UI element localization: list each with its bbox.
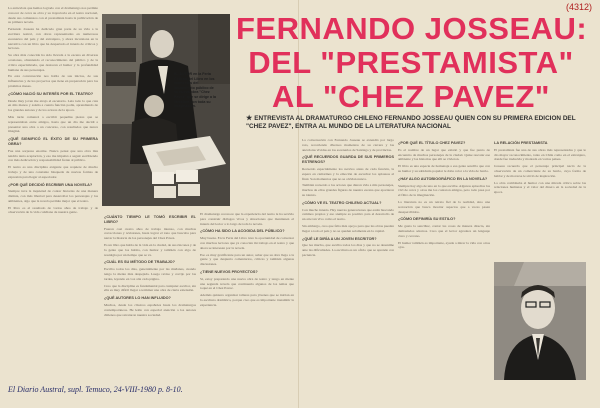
handwritten-source-note: El Diario Austral, supl. Temuco, 24-VIII-1980 p. 8-10. (8, 385, 183, 394)
article-subhead (246, 115, 582, 132)
body-column-5: ¿POR QUÉ EL TÍTULO CHEZ PAVEZ? Es el nombre de un lugar que existió y que fue punto de encuentro de muchos personajes de la ciudad. Quise rescatar ese ambiente y las historias que allí se vivieron. El libro es una especie de homenaje a esa gente sencilla que con su humor y su sabiduría popular le daba color a la vida de barrio. ¿HAY ALGO AUTOBIOGRÁFICO EN LA NOVELA? Siempre hay algo de uno en lo que escribe. Algunos episodios los viví de cerca y otros me los contaron amigos, pero todo pasa por el filtro de la imaginación. La literatura no es un retrato fiel de la realidad, sino una recreación que busca mostrar aspectos que a veces pasan desapercibidos. ¿CÓMO DEFINIRÍA SU ESTILO? Me gusta la sencillez, contar las cosas de manera directa, sin demasiados adornos. Creo que el lector agradece un lenguaje claro y cercano. El humor también es importante, ayuda a mirar la vida con otros ojos. (398, 141, 490, 250)
headline-line-3: AL "CHEZ PAVEZ" (271, 79, 551, 114)
author-portrait-photo (494, 262, 586, 380)
subhead-text: ENTREVISTA AL DRAMATURGO CHILENO FERNANDO JOSSEAU QUIEN CON SU PRIMERA EDICION DEL "CHEZ PAVEZ", ENTRA AL MUNDO DE LA LITERATURA NACIONAL (246, 115, 576, 131)
body-column-3: El dramaturgo reconoce que la experiencia del teatro le ha servido para construir diálogos vivos y situaciones que mantienen el interés del lector a lo largo de toda la novela. ¿CÓMO HA SIDO LA ACOGIDA DEL PÚBLICO? Muy buena. En la Feria del Libro tuve la oportunidad de conversar con muchos lectores que ya conocían mi trabajo en el teatro y que ahora se interesan por la novela. Eso es muy gratificante para un autor, saber que su obra llega a la gente y que despierta comentarios, críticas y también algunas discusiones. ¿TIENE NUEVOS PROYECTOS? Sí, estoy preparando una nueva obra de teatro y tengo en mente una segunda novela que continuaría algunos de los temas que toqué en el Chez Pavez. Además quisiera organizar talleres para jóvenes que se inician en la escritura dramática, porque creo que es importante transmitir la experiencia. (200, 212, 294, 307)
headline-line-1: FERNANDO JOSSEAU: (236, 11, 588, 46)
body-column-4: La conversación con Fernando Josseau se extendió por largo rato, recorriendo diversos momentos de su carrera y las anécdotas vividas en los escenarios de Santiago y de provincias. ¿QUÉ RECUERDOS GUARDA DE SUS PRIMEROS ESTRENOS? Recuerdo especialmente los nervios antes de cada función, la espera en camarines y la emoción de escuchar los aplausos al final. Son momentos que no se olvidan nunca. También recuerdo a los actores que dieron vida a mis personajes, muchos de ellos grandes figuras de nuestra escena que aportaron su talento. ¿CÓMO VE EL TEATRO CHILENO ACTUAL? Con mucho interés. Hay nuevas generaciones que están buscando caminos propios y eso siempre es positivo para el desarrollo de un arte tan vivo como el teatro. Sin embargo, creo que falta más apoyo para que las obras puedan llegar a todo el país y no se queden solamente en la capital. ¿QUÉ LE DIRÍA A UN JOVEN ESCRITOR? Que lea mucho, que escriba todos los días y que no se desanime ante las dificultades. La escritura es un oficio que se aprende con paciencia. (302, 138, 394, 257)
body-column-2: ¿CUÁNTO TIEMPO LE TOMÓ ESCRIBIR EL LIBRO? Fueron casi cuatro años de trabajo intenso, con muchas correcciones y revisiones, hasta lograr el tono que buscaba para narrar la historia de los personajes del Chez Pavez. Es un libro que habla de la vida en la ciudad, de sus rincones y de la gente que los habita, con humor y también con algo de nostalgia por un tiempo que se va. ¿CUÁL ES SU MÉTODO DE TRABAJO? Escribo todos los días, generalmente por las mañanas, cuando tengo la mente más despejada. Luego reviso y corrijo por las tardes, leyendo en voz alta cada página. Creo que la disciplina es fundamental para cualquier escritor, sin ella es muy difícil llegar a terminar una obra de cierta extensión. ¿QUÉ AUTORES LO HAN INFLUIDO? Muchos, desde los clásicos españoles hasta los dramaturgos contemporáneos. He leído con especial atención a los autores chilenos que retrataron nuestra sociedad. (104, 215, 196, 317)
author-signing-photo-image (102, 14, 230, 206)
body-column-6: LA RELACIÓN PRESTAMISTA El prestamista fue una de sus obras más representadas y que le dio mayor reconocimiento, tanto en Chile como en el extranjero, donde fue traducida y montada en varios países. Josseau recuerda que el personaje principal nació de la observación de un comerciante de su barrio, cuya forma de hablar y de moverse le sirvió de inspiración. La obra combinaba el humor con una mirada crítica sobre las relaciones humanas y el valor del dinero en la sociedad de la época. (494, 141, 586, 195)
headline-line-2: DEL "PRESTAMISTA" (248, 45, 574, 80)
photo-caption: EL AUTOR en la Feria Chilena del Libro en los momentos del lanzamiento público de su nueva obra "Chez Pavez" que se dirige a la literatura con toda su imaginación. (174, 72, 217, 109)
article-headline (236, 12, 586, 114)
body-column-1: La entrevista que hemos logrado con el dramaturgo nos permite conocer de cerca su obra y su trayectoria en el teatro nacional, desde sus comienzos con el prestamista hasta la publicación de su primera novela. Fernando Josseau ha dedicado gran parte de su vida a la escritura teatral, con obras representadas en numerosos escenarios del país y del extranjero, y ahora incursiona en la narrativa con un libro que ha despertado el interés de críticos y lectores. Su obra más conocida ha sido llevada a la escena en diversas ocasiones, obteniendo el reconocimiento del público y de la crítica especializada, que destacan el humor y la profundidad humana de sus personajes. En esta conversación nos habla de sus inicios, de sus influencias y de los proyectos que tiene en preparación para los próximos meses. ¿CÓMO NACIÓ SU INTERÉS POR EL TEATRO? Desde muy joven me atrajo el escenario. Leía todo lo que caía en mis manos y asistía a cuanta función podía, aprendiendo de los grandes autores y de los actores de la época. Más tarde comencé a escribir pequeñas piezas que se representaban entre amigos, hasta que un día me decidí a presentar una obra a un concurso, con resultados que nunca imaginé. ¿QUÉ SIGNIFICÓ EL ÉXITO DE SU PRIMERA OBRA? Fue una sorpresa enorme. Nunca pensé que una obra mía tendría tanta aceptación, y eso me impulsó a seguir escribiendo con más dedicación y responsabilidad frente al público. El teatro es una disciplina exigente que requiere de mucho trabajo y de una constante búsqueda de nuevas formas de expresión para llegar al espectador. ¿POR QUÉ DECIDIÓ ESCRIBIR UNA NOVELA? Siempre tuve la inquietud de contar historias de una manera distinta, con más libertad para desarrollar los personajes y los ambientes, algo que la novela permite mejor que el teatro. El libro es el resultado de varios años de trabajo y de observación de la vida cotidiana de nuestra gente. (8, 6, 98, 215)
author-signing-photo (102, 14, 230, 206)
star-bullet-icon: ★ (246, 115, 253, 122)
author-portrait-photo-image (494, 262, 586, 380)
archive-page-mark: (4312) (565, 2, 592, 12)
